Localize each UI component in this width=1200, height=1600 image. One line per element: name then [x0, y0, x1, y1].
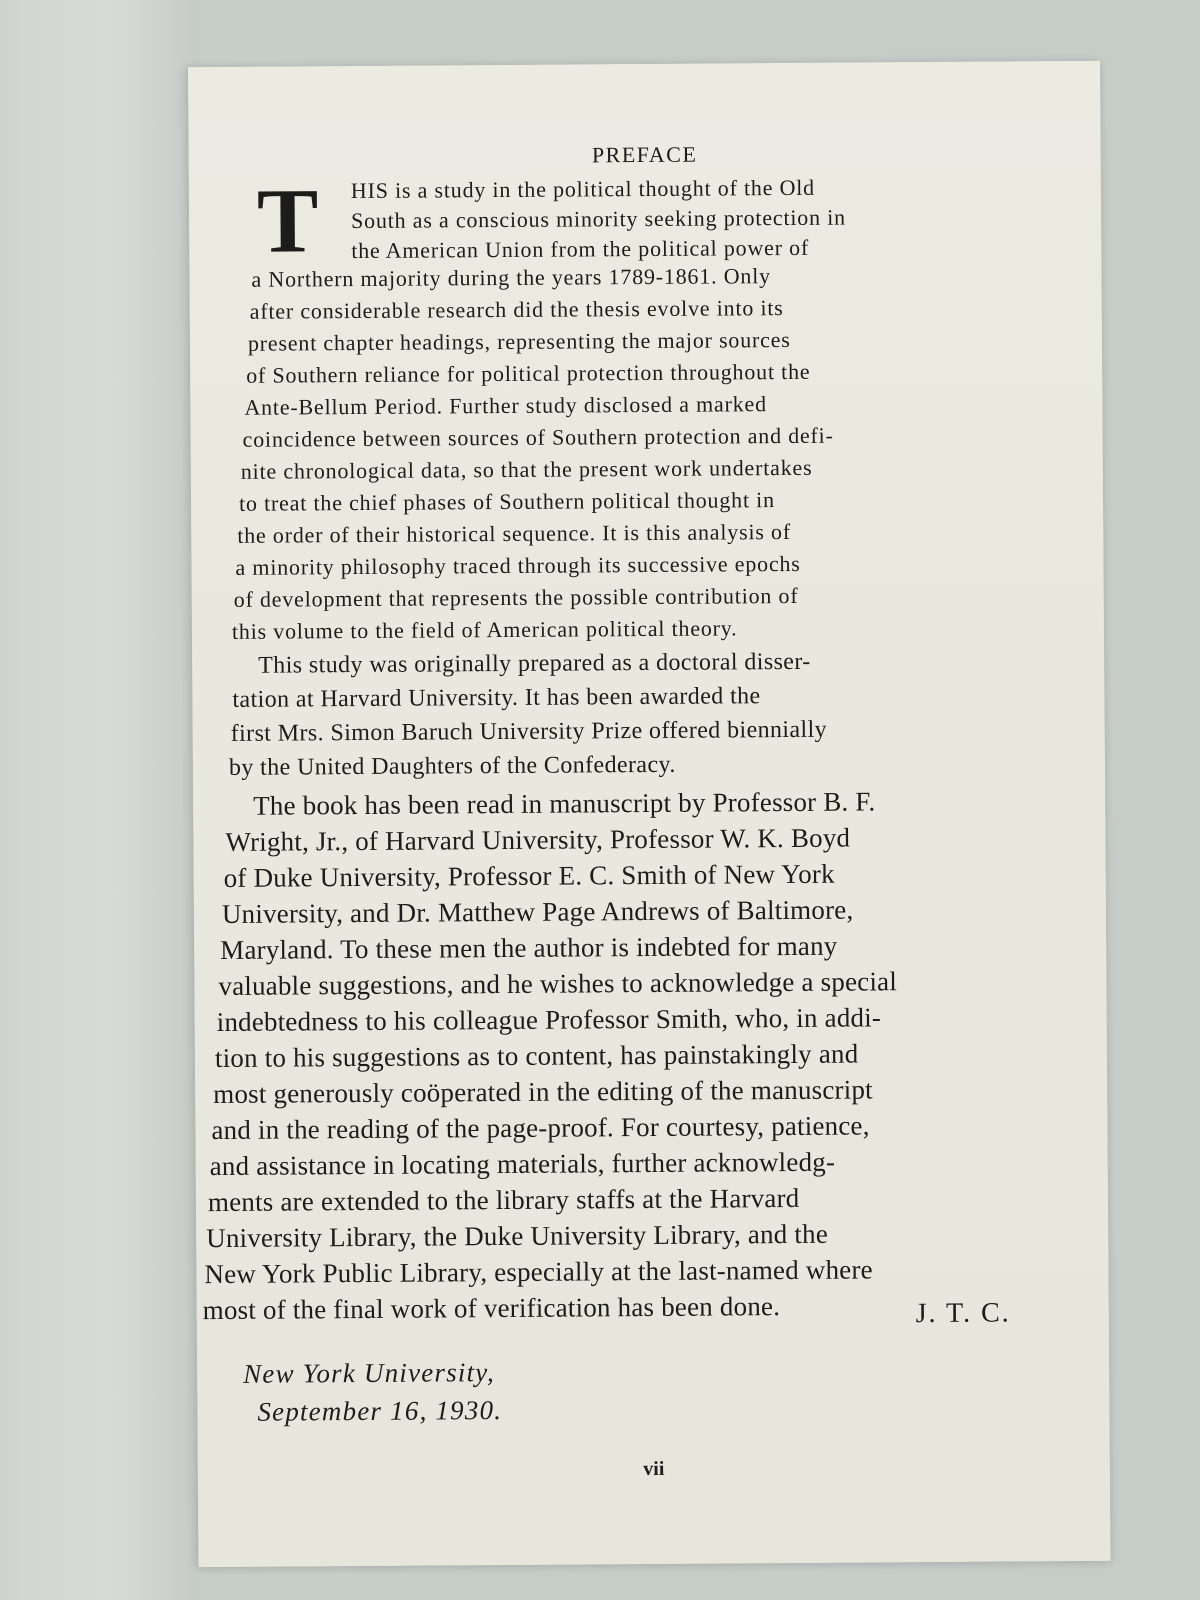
text-line: coincidence between sources of Southern protection and defi-	[242, 422, 834, 452]
text-line: this volume to the field of American political theory.	[231, 615, 738, 644]
drop-cap: T	[256, 169, 319, 272]
text-line: indebtedness to his colleague Professor Smith, who, in addi-	[216, 1002, 882, 1038]
text-line: University Library, the Duke University Library, and the	[206, 1218, 829, 1254]
text-line: HIS is a study in the political thought of the Old	[350, 174, 816, 204]
text-line: and in the reading of the page-proof. For courtesy, patience,	[211, 1110, 870, 1146]
text-line: by the United Daughters of the Confederacy.	[228, 751, 676, 781]
text-line: the order of their historical sequence. It is this analysis of	[237, 518, 791, 548]
date-line: September 16, 1930.	[257, 1395, 503, 1427]
text-line: University, and Dr. Matthew Page Andrews of Baltimore,	[221, 894, 854, 929]
text-line: South as a conscious minority seeking protection in	[350, 204, 846, 234]
text-line: New York Public Library, especially at the last-named where	[204, 1254, 873, 1290]
text-line: ments are extended to the library staffs at the Harvard	[207, 1182, 800, 1218]
text-line: and assistance in locating materials, further acknowledg-	[209, 1146, 836, 1182]
author-initials: J. T. C.	[915, 1297, 1011, 1330]
text-line: a Northern majority during the years 1789-1861. Only	[251, 263, 771, 292]
text-line: a minority philosophy traced through its successive epochs	[235, 550, 801, 580]
book-page	[188, 61, 1110, 1567]
text-line: of development that represents the possible contribution of	[233, 582, 799, 612]
text-line: the American Union from the political power of	[351, 234, 810, 264]
text-line: tation at Harvard University. It has been awarded the	[232, 683, 761, 713]
text-line: most of the final work of verification has been done.	[202, 1291, 781, 1326]
text-line: Maryland. To these men the author is indebted for many	[220, 930, 838, 965]
text-line: Ante-Bellum Period. Further study disclosed a marked	[244, 391, 767, 420]
text-line: after considerable research did the thesis evolve into its	[249, 295, 784, 324]
text-line: present chapter headings, representing the major sources	[247, 326, 791, 356]
facing-page	[0, 0, 200, 1600]
text-line: tion to his suggestions as to content, has painstakingly and	[214, 1038, 859, 1074]
text-line: most generously coöperated in the editing of the manuscript	[213, 1074, 873, 1110]
page-number: vii	[643, 1457, 665, 1481]
text-line: of Southern reliance for political protection throughout the	[246, 358, 811, 388]
text-line: of Duke University, Professor E. C. Smith of New York	[223, 858, 835, 893]
place-line: New York University,	[243, 1357, 495, 1389]
text-line: valuable suggestions, and he wishes to acknowledge a special	[218, 966, 898, 1001]
text-line: first Mrs. Simon Baruch University Prize offered biennially	[230, 716, 828, 747]
text-line: Wright, Jr., of Harvard University, Professor W. K. Boyd	[225, 822, 851, 857]
page-heading: PREFACE	[591, 141, 698, 168]
text-line: nite chronological data, so that the present work undertakes	[240, 454, 813, 484]
text-line: The book has been read in manuscript by Professor B. F.	[253, 786, 876, 821]
text-line: This study was originally prepared as a doctoral disser-	[258, 648, 811, 679]
text-line: to treat the chief phases of Southern political thought in	[238, 487, 775, 516]
